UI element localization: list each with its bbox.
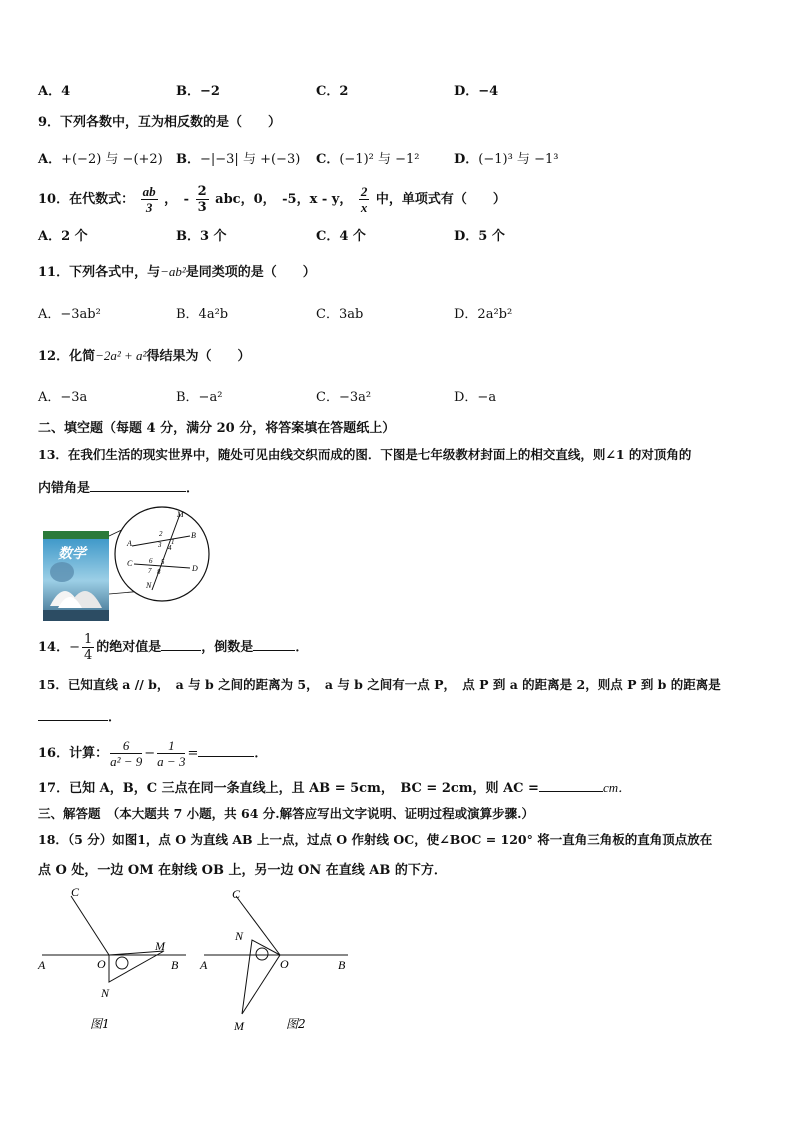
label-b: B — [191, 531, 196, 540]
q16-fraction-1: $\frac{6}{\text{a² − 9}}$ — [110, 738, 143, 769]
q16-stem: 16．计算： $\frac{6}{\text{a² − 9}}$ − $\frac{1}{a - 3}$ = ． — [38, 738, 268, 769]
q10-option-a: A．2 个 — [38, 229, 88, 244]
label-n: N — [235, 929, 244, 943]
ray-oc — [71, 896, 109, 955]
q15-line-1: 15．已知直线 a // b， a 与 b 之间的距离为 5， a 与 b 之间有一点 P， 点 P 到 a 的距离是 2，则点 P 到 b 的距离是 — [38, 677, 721, 692]
q14-answer-blank-2[interactable] — [253, 638, 295, 651]
angle-7: 7 — [148, 567, 152, 575]
q12-stem: 12．化简−2a² + a²得结果为（ ） — [38, 348, 251, 364]
angle-2: 2 — [159, 530, 163, 538]
label-m: M — [177, 510, 184, 519]
q13-answer-blank[interactable] — [90, 479, 186, 492]
angle-8: 8 — [157, 568, 161, 576]
q10-fraction-3: $\frac{2}{x}$ — [360, 184, 368, 215]
label-c: C — [127, 559, 133, 568]
label-n: N — [101, 986, 110, 1000]
q18-line-1: 18．（5 分）如图1，点 O 为直线 AB 上一点，过点 O 作射线 OC，使∠BOC = 120° 将一直角三角板的直角顶点放在 — [38, 832, 713, 847]
q10-fraction-1: $\frac{ab}{3}$ — [142, 184, 156, 215]
label-b: B — [171, 958, 179, 972]
q10-option-d: D．5 个 — [454, 229, 505, 244]
q9-option-c: C．(−1)² 与 −1² — [316, 152, 420, 167]
q12-option-d: D．−a — [454, 390, 497, 405]
q12-option-a: A．−3a — [38, 390, 88, 405]
textbook-title: 数学 — [58, 546, 86, 562]
q13-figure — [40, 506, 215, 626]
q11-option-d: D．2a²b² — [454, 307, 513, 322]
q18-figure-1 — [34, 884, 194, 1034]
figure-2-caption: 图2 — [286, 1017, 306, 1031]
label-n: N — [146, 581, 152, 590]
q13-line-1: 13．在我们生活的现实世界中，随处可见由线交织而成的图．下图是七年级教材封面上的相交直线，则∠1 的对顶角的 — [38, 447, 692, 462]
q9-option-a: A．+(−2) 与 −(+2) — [38, 152, 163, 167]
q11-option-c: C．3ab — [316, 307, 364, 322]
q8-option-d: D．−4 — [454, 84, 499, 99]
section-3-heading: 三、解答题 （本大题共 7 小题，共 64 分.解答应写出文字说明、证明过程或演算步骤.） — [38, 806, 534, 821]
q10-option-c: C．4 个 — [316, 229, 366, 244]
angle-6: 6 — [149, 557, 153, 565]
label-c: C — [71, 885, 80, 899]
q13-line-2: 内错角是 ． — [38, 481, 200, 496]
q9-option-d: D．(−1)³ 与 −1³ — [454, 152, 559, 167]
label-o: O — [97, 957, 106, 971]
q14-fraction: $\frac{1}{4}$ — [84, 632, 93, 663]
label-o: O — [280, 957, 289, 971]
label-c: C — [232, 887, 241, 901]
q11-stem: 11．下列各式中，与−ab²是同类项的是（ ） — [38, 264, 316, 280]
ray-oc — [236, 896, 280, 955]
section-2-heading: 二、填空题（每题 4 分，满分 20 分，将答案填在答题纸上） — [38, 421, 396, 436]
label-a: A — [200, 958, 208, 972]
q9-option-b: B．−|−3| 与 +(−3) — [176, 152, 301, 167]
q10-option-b: B．3 个 — [176, 229, 227, 244]
q11-option-b: B．4a²b — [176, 307, 229, 322]
q12-option-c: C．−3a² — [316, 390, 372, 405]
q15-line-2: ． — [38, 708, 121, 727]
q8-option-b: B．−2 — [176, 84, 220, 99]
label-m: M — [234, 1019, 244, 1033]
q10-stem: 10．在代数式： $\frac{ab}{3}$ ， - $\frac{2}{3}$ abc，0， -5，x - y， $\frac{2}{x}$ 中，单项式有（ ） — [38, 184, 506, 215]
q11-option-a: A．−3ab² — [38, 307, 101, 322]
label-a: A — [38, 958, 46, 972]
q8-option-c: C．2 — [316, 84, 349, 99]
q16-answer-blank[interactable] — [198, 744, 254, 757]
q16-fraction-2: $\frac{1}{a - 3}$ — [157, 738, 186, 769]
q14-answer-blank-1[interactable] — [161, 638, 201, 651]
q18-figure-2 — [196, 884, 356, 1034]
set-square — [242, 940, 280, 1014]
angle-3: 3 — [158, 541, 162, 549]
label-a: A — [127, 539, 132, 548]
figure-1-caption: 图1 — [90, 1017, 110, 1031]
label-d: D — [192, 564, 198, 573]
q10-fraction-2: $\frac{2}{3}$ — [197, 184, 207, 215]
q18-line-2: 点 O 处，一边 OM 在射线 OB 上，另一边 ON 在直线 AB 的下方． — [38, 863, 447, 878]
q17-answer-blank[interactable] — [539, 779, 603, 792]
q14-stem: 14．− $\frac{1}{4}$ 的绝对值是 ，倒数是 ． — [38, 632, 309, 663]
angle-5: 5 — [161, 558, 165, 566]
zoom-circle — [115, 507, 209, 601]
q9-stem: 9．下列各数中，互为相反数的是（ ） — [38, 115, 282, 130]
q17-stem: 17．已知 A，B，C 三点在同一条直线上，且 AB = 5cm， BC = 2cm，则 AC = cm． — [38, 780, 632, 796]
q8-option-a: A．4 — [38, 84, 71, 99]
angle-4: 4 — [168, 544, 172, 552]
q15-answer-blank[interactable] — [38, 708, 108, 721]
label-m: M — [155, 939, 165, 953]
label-b: B — [338, 958, 346, 972]
q12-option-b: B．−a² — [176, 390, 223, 405]
angle-1: 1 — [171, 538, 175, 546]
